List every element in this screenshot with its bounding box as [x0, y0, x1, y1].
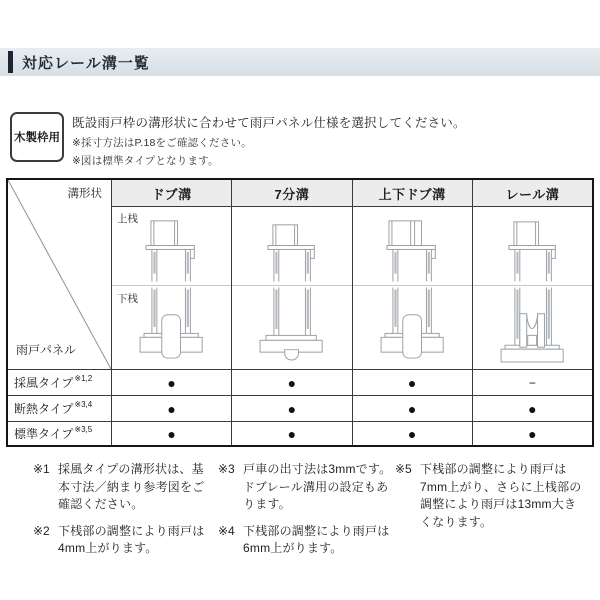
matrix-cell: ●: [352, 395, 472, 421]
type-label-sup: ※3,4: [74, 400, 93, 409]
corner-label-groove-shape: 溝形状: [67, 188, 102, 200]
updown-dobu-groove-top-rail-diagram: [353, 209, 472, 285]
footnote-2: [33, 523, 215, 558]
bottom-rail-label: 下桟: [117, 293, 138, 305]
diagram-cell-dobu-groove: [111, 206, 231, 369]
footnote-number: ※4: [218, 523, 235, 538]
footnote-3: [218, 461, 396, 514]
footnote-number: ※1: [33, 462, 50, 476]
footnote-1: [33, 461, 215, 514]
updown-dobu-groove-bottom-rail-diagram: [353, 287, 472, 369]
footnote-column-3: [395, 461, 585, 540]
diagram-cell-updown-dobu-groove: [352, 206, 472, 369]
groove-compatibility-table: [6, 178, 594, 447]
footnote-4: [218, 523, 396, 558]
footnote-number: ※3: [218, 462, 235, 476]
matrix-cell: ●: [472, 395, 592, 421]
type-label-sup: ※3,5: [74, 425, 93, 434]
7bu-groove-top-rail-diagram: [232, 209, 351, 285]
rail-groove-top-rail-diagram: [473, 209, 592, 285]
column-header-7bu-groove: 7分溝: [231, 180, 351, 206]
footnote-column-2: [218, 461, 396, 567]
type-label-sup: ※1,2: [74, 374, 93, 383]
footnote-column-1: [33, 461, 215, 567]
rail-section-divider: [112, 285, 231, 286]
footnote-5: [395, 461, 585, 531]
type-row-label-saifu: [8, 369, 111, 395]
matrix-cell: ●: [472, 421, 592, 445]
matrix-cell: ●: [352, 421, 472, 445]
type-label: 標準タイプ: [14, 427, 74, 441]
intro-note-2: ※図は標準タイプとなります。: [72, 155, 219, 167]
matrix-cell: ●: [111, 369, 231, 395]
intro-main-text: 既設雨戸枠の溝形状に合わせて雨戸パネル仕様を選択してください。: [72, 116, 466, 130]
diagram-cell-rail-groove: [472, 206, 592, 369]
page-title: 対応レール溝一覧: [22, 54, 150, 72]
matrix-cell: ●: [352, 369, 472, 395]
type-label: 採風タイプ: [14, 376, 74, 390]
rail-section-divider: [353, 285, 472, 286]
intro-note-1: ※採寸方法はP.18をご確認ください。: [72, 136, 252, 149]
footnote-text: 下桟部の調整により雨戸は7mm上がり、さらに上桟部の調整により雨戸は13mm大きくなります。: [420, 462, 582, 529]
footnote-number: ※5: [395, 462, 412, 476]
intro-text: [72, 112, 466, 168]
rail-groove-bottom-rail-diagram: [473, 287, 592, 369]
rail-section-divider: [232, 285, 351, 286]
footnote-text: 戸車の出寸法は3mmです。ドブレール溝用の設定もあります。: [243, 462, 392, 511]
intro-section: [10, 112, 466, 168]
dobu-groove-top-rail-diagram: [112, 209, 231, 285]
section-title-bar: [0, 48, 600, 76]
matrix-cell: ●: [111, 421, 231, 445]
column-header-dobu-groove: ドブ溝: [111, 180, 231, 206]
type-row-label-dannetsu: [8, 395, 111, 421]
type-row-label-hyojun: [8, 421, 111, 445]
footnote-text: 下桟部の調整により雨戸は6mm上がります。: [243, 523, 390, 555]
top-rail-label: 上桟: [117, 213, 138, 225]
7bu-groove-bottom-rail-diagram: [232, 287, 351, 369]
type-label: 断熱タイプ: [14, 402, 74, 416]
matrix-cell: −: [472, 369, 592, 395]
footnote-text: 採風タイプの溝形状は、基本寸法／納まり参考図をご確認ください。: [58, 462, 205, 511]
matrix-cell: ●: [231, 395, 351, 421]
footnote-text: 下桟部の調整により雨戸は4mm上がります。: [58, 523, 205, 555]
rail-section-divider: [473, 285, 592, 286]
matrix-cell: ●: [231, 421, 351, 445]
column-header-rail-groove: レール溝: [472, 180, 592, 206]
diagram-cell-7bu-groove: [231, 206, 351, 369]
wooden-frame-badge: 木製枠用: [10, 112, 64, 162]
column-header-updown-dobu-groove: 上下ドブ溝: [352, 180, 472, 206]
corner-cell: [8, 180, 111, 369]
title-accent-bar: [8, 51, 13, 73]
matrix-cell: ●: [231, 369, 351, 395]
matrix-cell: ●: [111, 395, 231, 421]
dobu-groove-bottom-rail-diagram: [112, 287, 231, 369]
footnote-number: ※2: [33, 523, 50, 538]
corner-label-shutter-panel: 雨戸パネル: [16, 343, 77, 357]
